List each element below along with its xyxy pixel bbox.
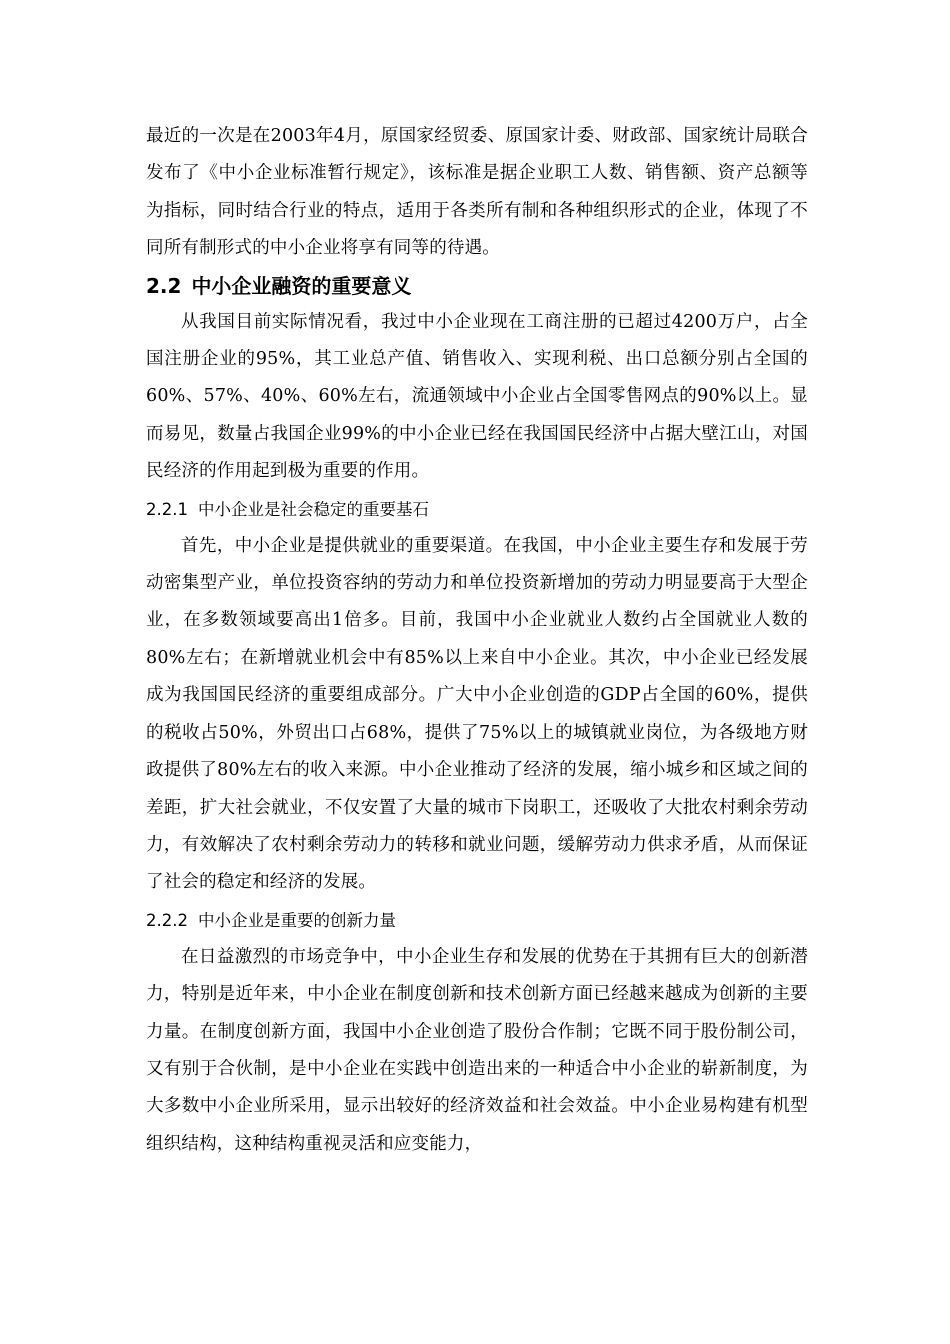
paragraph-section-2-2: 从我国目前实际情况看，我过中小企业现在工商注册的已超过4200万户，占全国注册企业的95%，其工业总产值、销售收入、实现利税、出口总额分别占全国的60%、57%、40%、60%左右，流通领域中小企业占全国零售网点的90%以上。显而易见，数量占我国企业99%的中小企业已经在我国国民经济中占据大壁江山，对国民经济的作用起到极为重要的作用。	[146, 311, 808, 482]
subsection-heading-2-2-1	[146, 491, 808, 528]
document-page	[146, 118, 808, 1163]
subsection-title: 中小企业是重要的创新力量	[197, 910, 396, 930]
paragraph-section-2-2-1: 首先，中小企业是提供就业的重要渠道。在我国，中小企业主要生存和发展于劳动密集型产业，单位投资容纳的劳动力和单位投资新增加的劳动力明显要高于大型企业，在多数领域要高出1倍多。目前，我国中小企业就业人数约占全国就业人数的80%左右；在新增就业机会中有85%以上来自中小企业。其次，中小企业已经发展成为我国国民经济的重要组成部分。广大中小企业创造的GDP占全国的60%，提供的税收占50%，外贸出口占68%，提供了75%以上的城镇就业岗位，为各级地方财政提供了80%左右的收入来源。中小企业推动了经济的发展，缩小城乡和区域之间的差距，扩大社会就业，不仅安置了大量的城市下岗职工，还吸收了大批农村剩余劳动力，有效解决了农村剩余劳动力的转移和就业问题，缓解劳动力供求矛盾，从而保证了社会的稳定和经济的发展。	[146, 535, 808, 893]
subsection-number: 2.2.2	[146, 910, 188, 930]
subsection-title: 中小企业是社会稳定的重要基石	[197, 499, 429, 519]
paragraph-section-2-2-2: 在日益激烈的市场竞争中，中小企业生存和发展的优势在于其拥有巨大的创新潜力，特别是近年来，中小企业在制度创新和技术创新方面已经越来越成为创新的主要力量。在制度创新方面，我国中小企业创造了股份合作制；它既不同于股份制公司，又有别于合伙制，是中小企业在实践中创造出来的一种适合中小企业的崭新制度，为大多数中小企业所采用，显示出较好的经济效益和社会效益。中小企业易构建有机型组织结构，这种结构重视灵活和应变能力，	[146, 946, 808, 1154]
subsection-heading-2-2-2	[146, 902, 808, 939]
subsection-number: 2.2.1	[146, 499, 188, 519]
section-title: 中小企业融资的重要意义	[191, 273, 412, 298]
section-number: 2.2	[146, 273, 182, 298]
paragraph-intro: 最近的一次是在2003年4月，原国家经贸委、原国家计委、财政部、国家统计局联合发布了《中小企业标准暂行规定》，该标准是据企业职工人数、销售额、资产总额等为指标，同时结合行业的特点，适用于各类所有制和各种组织形式的企业，体现了不同所有制形式的中小企业将享有同等的待遇。	[146, 126, 808, 259]
section-heading-2-2	[146, 268, 808, 304]
